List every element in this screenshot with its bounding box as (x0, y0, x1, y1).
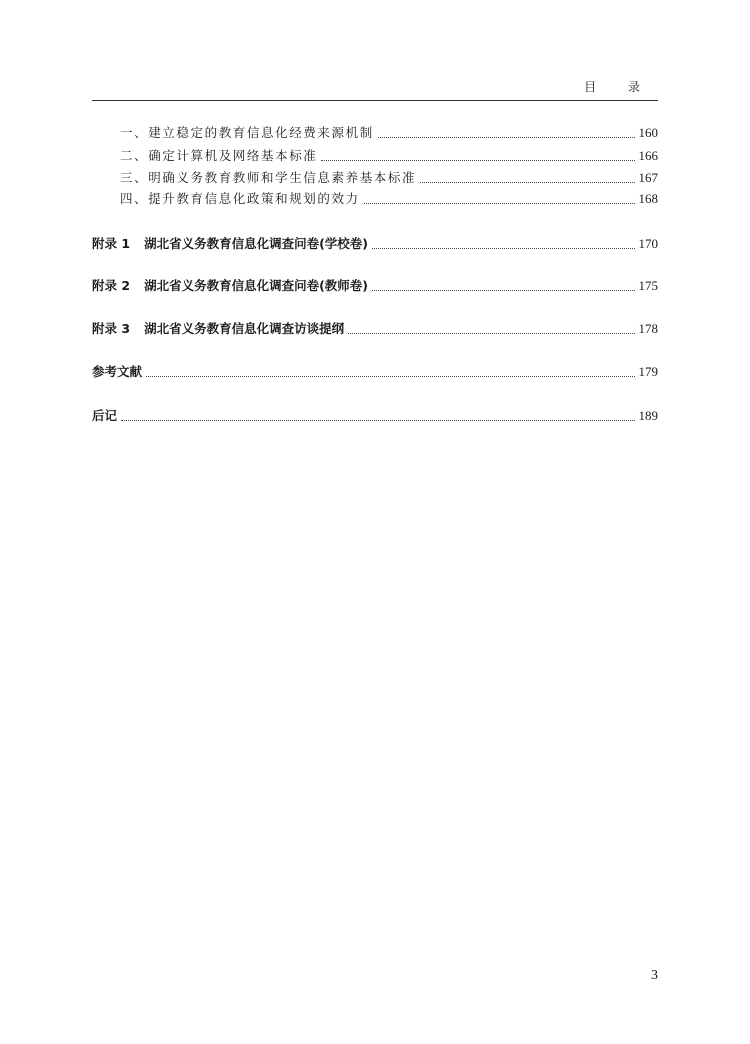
toc-entry[interactable] (92, 122, 658, 142)
toc-appendix-entry[interactable] (92, 233, 658, 253)
toc-references-entry[interactable] (92, 361, 658, 381)
running-header-title: 目 录 (584, 80, 654, 94)
dot-leader (321, 159, 634, 161)
toc-entry-page: 170 (638, 236, 658, 251)
toc-entry-page: 166 (638, 148, 658, 163)
references-title: 参考文献 (92, 364, 143, 379)
toc-entry-title: 三、明确义务教育教师和学生信息素养基本标准 (120, 170, 417, 185)
toc-entry[interactable] (92, 188, 658, 208)
toc-afterword-entry[interactable] (92, 405, 658, 425)
toc-entry-page: 178 (638, 321, 658, 336)
toc-appendix-entry[interactable] (92, 275, 658, 295)
dot-leader (372, 247, 635, 249)
appendix-title: 湖北省义务教育信息化调查访谈提纲 (144, 321, 345, 336)
page-number: 3 (651, 968, 658, 983)
toc-appendix-entry[interactable] (92, 318, 658, 338)
toc-entry-page: 160 (638, 125, 658, 140)
toc-entry-title: 四、提升教育信息化政策和规划的效力 (120, 191, 360, 206)
dot-leader (378, 136, 635, 138)
appendix-label: 附录 2 (92, 278, 131, 293)
toc-entry-page: 167 (638, 170, 658, 185)
dot-leader (121, 419, 634, 421)
toc-entry[interactable] (92, 145, 658, 165)
appendix-label: 附录 1 (92, 236, 131, 251)
toc-entry[interactable] (92, 167, 658, 187)
toc-entry-page: 175 (638, 278, 658, 293)
toc-entry-page: 179 (638, 364, 658, 379)
appendix-label: 附录 3 (92, 321, 131, 336)
afterword-title: 后记 (92, 408, 118, 423)
toc-entry-page: 189 (638, 408, 658, 423)
dot-leader (146, 375, 634, 377)
dot-leader (420, 181, 634, 183)
appendix-title: 湖北省义务教育信息化调查问卷(教师卷) (144, 278, 368, 293)
appendix-title: 湖北省义务教育信息化调查问卷(学校卷) (144, 236, 368, 251)
dot-leader (348, 332, 634, 334)
dot-leader (364, 202, 635, 204)
toc-entry-title: 二、确定计算机及网络基本标准 (120, 148, 318, 163)
dot-leader (372, 289, 635, 291)
running-header (92, 76, 658, 101)
toc-entry-page: 168 (638, 191, 658, 206)
toc-entry-title: 一、建立稳定的教育信息化经费来源机制 (120, 125, 374, 140)
